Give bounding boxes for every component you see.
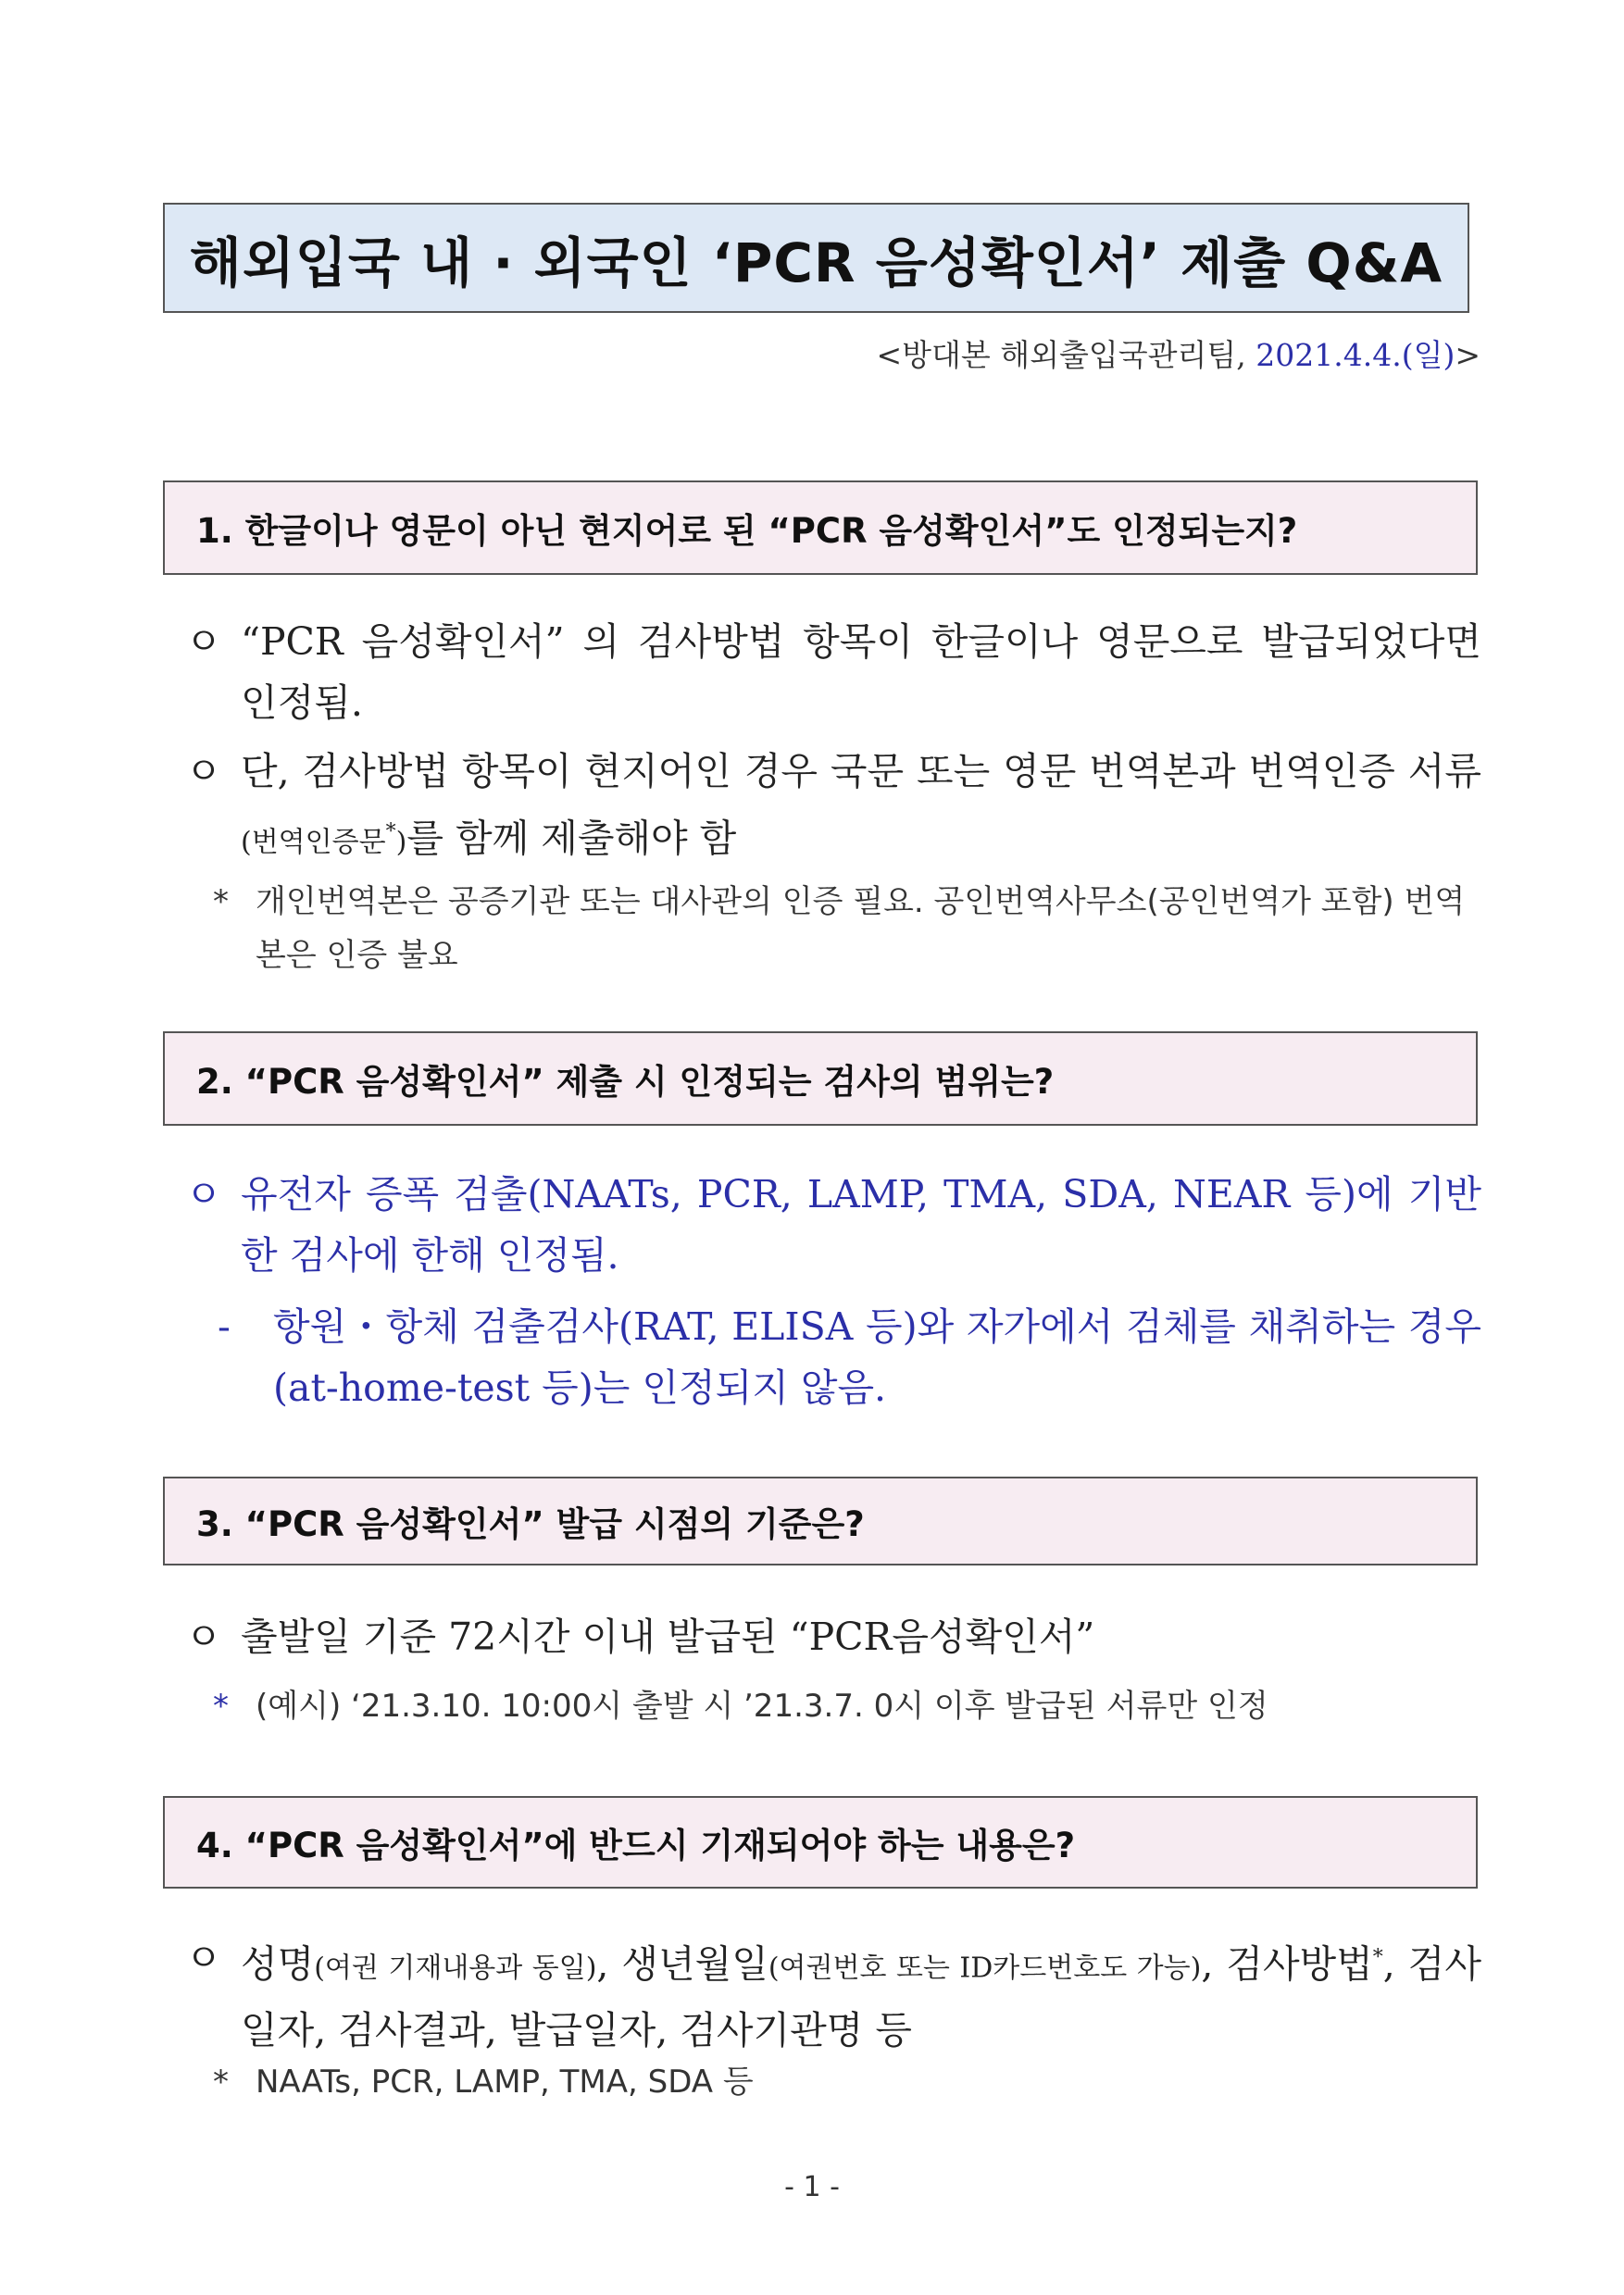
document-title: 해외입국 내 · 외국인 ‘PCR 음성확인서’ 제출 Q&A <box>163 203 1469 313</box>
note-marker: * <box>213 2064 229 2101</box>
answer-text-small: (번역인증문 <box>241 826 386 859</box>
answer-text <box>241 1927 1481 2061</box>
subtitle-date: 2021.4.4.(일) <box>1255 337 1455 373</box>
subtitle-close: > <box>1455 337 1480 373</box>
note-marker: * <box>213 883 229 920</box>
note-text: 개인번역본은 공증기관 또는 대사관의 인증 필요. 공인번역사무소(공인번역가 포함) 번역본은 인증 불요 <box>256 883 1466 974</box>
answer-1-item-1 <box>185 611 1481 733</box>
answer-2-item-2 <box>218 1296 1481 1418</box>
answer-2-item-1 <box>185 1164 1481 1286</box>
question-3: 3. “PCR 음성확인서” 발급 시점의 기준은? <box>163 1477 1478 1565</box>
note-text: (예시) ‘21.3.10. 10:00시 출발 시 ’21.3.7. 0시 이후 발급된 서류만 인정 <box>256 1688 1268 1725</box>
answer-text <box>241 741 1481 874</box>
answer-1-item-2 <box>185 741 1481 874</box>
question-4: 4. “PCR 음성확인서”에 반드시 기재되어야 하는 내용은? <box>163 1796 1478 1889</box>
answer-text-part: 단, 검사방법 항목이 현지어인 경우 국문 또는 영문 번역본과 번역인증 서류 <box>241 749 1481 793</box>
answer-4-item-1 <box>185 1927 1481 2061</box>
bullet: ㅇ <box>185 1615 222 1659</box>
answer-text-small: ) <box>395 826 407 859</box>
footnote-marker: * <box>1372 1946 1383 1969</box>
answer-text-part: 를 함께 제출해야 함 <box>406 816 737 861</box>
answer-1-note <box>213 875 1481 982</box>
bullet: ㅇ <box>185 749 222 793</box>
bullet: - <box>218 1304 231 1349</box>
answer-text: 출발일 기준 72시간 이내 발급된 “PCR음성확인서” <box>241 1615 1095 1659</box>
footnote-marker: * <box>385 820 396 843</box>
answer-text: “PCR 음성확인서” 의 검사방법 항목이 한글이나 영문으로 발급되었다면 인정됨. <box>241 619 1481 725</box>
answer-text-part: , 생년월일 <box>596 1941 768 1987</box>
answer-text-part: 성명 <box>241 1941 315 1987</box>
answer-text: 항원・항체 검출검사(RAT, ELISA 등)와 자가에서 검체를 채취하는 경우(at-home-test 등)는 인정되지 않음. <box>273 1304 1481 1410</box>
page-number: - 1 - <box>784 2171 840 2203</box>
answer-text-small: (여권 기재내용과 동일) <box>314 1952 597 1985</box>
answer-3-note <box>213 1679 1481 1733</box>
answer-3-item-1 <box>185 1606 1481 1667</box>
answer-text: 유전자 증폭 검출(NAATs, PCR, LAMP, TMA, SDA, NEAR 등)에 기반한 검사에 한해 인정됨. <box>241 1172 1481 1278</box>
subtitle-org: <방대본 해외출입국관리팀, <box>876 337 1256 373</box>
bullet: ㅇ <box>185 1936 222 1980</box>
note-text: NAATs, PCR, LAMP, TMA, SDA 등 <box>256 2064 754 2101</box>
question-1: 1. 한글이나 영문이 아닌 현지어로 된 “PCR 음성확인서”도 인정되는지? <box>163 480 1478 575</box>
document-subtitle <box>876 331 1480 375</box>
bullet: ㅇ <box>185 619 222 664</box>
answer-text-part: , 검사일자, 검사결과, 발급일자, 검사기관명 등 <box>241 1941 1481 2052</box>
question-2: 2. “PCR 음성확인서” 제출 시 인정되는 검사의 범위는? <box>163 1031 1478 1126</box>
bullet: ㅇ <box>185 1172 222 1216</box>
note-marker: * <box>213 1688 229 1725</box>
answer-text-part: , 검사방법 <box>1201 1941 1373 1987</box>
answer-text-small: (여권번호 또는 ID카드번호도 가능) <box>768 1952 1202 1985</box>
answer-4-note <box>213 2055 1481 2109</box>
